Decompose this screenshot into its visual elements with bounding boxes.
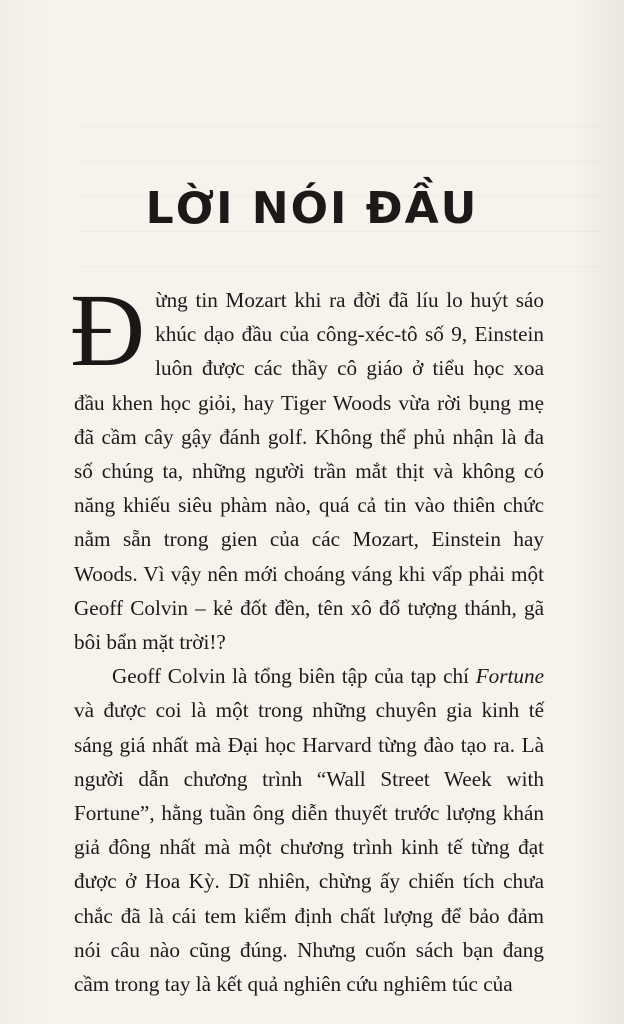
paragraph-2-text-start: Geoff Colvin là tổng biên tập của tạp chí xyxy=(112,664,476,689)
paragraph-2-text-rest: và được coi là một trong những chuyên gia kinh tế sáng giá nhất mà Đại học Harvard từng đào tạo ra. Là người dẫn chương trình “Wall Street Week with Fortune”, hằng tuần ông diễn thuyết trước lượng khán giả đông nhất mà một chương trình kinh tế từng đạt được ở Hoa Kỳ. Dĩ nhiên, chừng ấy chiến tích chưa chắc đã là cái tem kiểm định chất lượng để bảo đảm nói câu nào cũng đúng. Nhưng cuốn sách bạn đang cầm trong tay là kết quả nghiên cứu nghiêm túc của xyxy=(74,698,544,997)
body-text xyxy=(70,273,544,1001)
bleed-line xyxy=(80,232,600,267)
paragraph-2 xyxy=(74,659,544,1001)
paragraph-1-text: ừng tin Mozart khi ra đời đã líu lo huýt sáo khúc dạo đầu của công-xéc-tô số 9, Einstein luôn được các thầy cô giáo ở tiểu học xoa đầu khen học giỏi, hay Tiger Woods vừa rời bụng mẹ đã cầm cây gậy đánh golf. Không thể phủ nhận là đa số chúng ta, những người trần mắt thịt và không có năng khiếu siêu phàm nào, quá cả tin vào thiên chức nằm sẵn trong gien của các Mozart, Einstein hay Woods. Vì vậy nên mới choáng váng khi vấp phải một Geoff Colvin – kẻ đốt đền, tên xô đổ tượng thánh, gã bôi bẩn mặt trời!? xyxy=(74,288,544,655)
drop-cap: Đ xyxy=(70,273,146,388)
bleed-line xyxy=(80,92,600,127)
bleed-through-lines xyxy=(80,92,600,267)
page-title: LỜI NÓI ĐẦU xyxy=(145,183,479,234)
magazine-name: Fortune xyxy=(475,664,544,689)
paragraph-1 xyxy=(70,273,544,659)
bleed-line xyxy=(80,127,600,162)
